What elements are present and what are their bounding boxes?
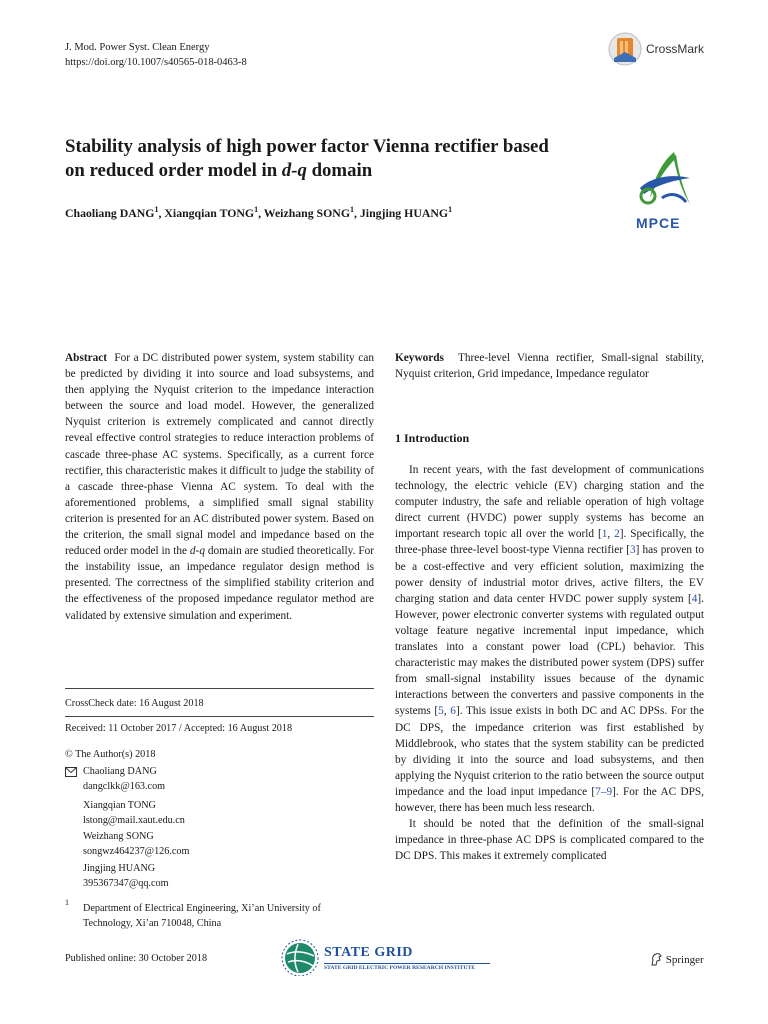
contact-email[interactable]: lstong@mail.xaut.edu.cn: [83, 815, 185, 826]
citation-link[interactable]: 5: [438, 705, 444, 718]
citation-link[interactable]: 3: [629, 544, 636, 557]
abstract-text: For a DC distributed power system, system stability can be predicted by dividing it into source and load subsystems, and then applying the Nyquist criterion to the impedance interaction between the source and load model. However, the generalized Nyquist criterion is extremely complicated and cannot directly reveal effective control strategies to reduce interaction problems of cascade three-phase AC systems. Specifically, as a current force rectifier, this characteristic makes it difficult to judge the stability of a cascade three-phase Vienna AC system. To deal with the aforementioned problems, a simplified small signal stability criterion is presented for an AC distributed power system. Based on the criterion, the small signal model and impedance based on the reduced order model in the: [65, 352, 374, 558]
intro-body: [395, 462, 704, 864]
contact-email[interactable]: songwz464237@126.com: [83, 846, 190, 857]
state-grid-name: STATE GRID: [324, 945, 413, 960]
author-list: Chaoliang DANG$^1$, Xiangqian TONG$^1$, Weizhang SONG$^1$, Jingjing HUANG$^1$: [65, 205, 453, 220]
abstract-heading: Abstract: [65, 352, 108, 364]
affiliation-line: Department of Electrical Engineering, Xi’an University of: [83, 903, 321, 914]
intro-paragraph-1: [395, 462, 704, 816]
crossmark-icon: [608, 32, 642, 66]
title-line-1: Stability analysis of high power factor Vienna rectifier based: [65, 136, 549, 157]
contact-email[interactable]: dangclkk@163.com: [83, 781, 166, 792]
keywords-heading: Keywords: [395, 352, 444, 364]
divider: [65, 716, 374, 717]
springer-horse-icon: [650, 952, 663, 966]
affiliation-marker: 1: [350, 205, 354, 214]
intro-text: ]. However, power electronic converter systems with regulated output voltage feature negative incremental input impedance, which translates into a constant power load (CPL) behavior. This characteristic may makes the distributed power system (DPS) suffer from small-signal instability issues because of the dynamic interactions between the converters and passive components in the systems [: [395, 592, 704, 718]
contact-email[interactable]: 395367347@qq.com: [83, 878, 169, 889]
divider: [65, 688, 374, 689]
contact-name: Jingjing HUANG: [83, 863, 156, 874]
citation-link[interactable]: 4: [691, 592, 698, 605]
section-heading: 1 Introduction: [395, 431, 470, 445]
author-name[interactable]: Weizhang SONG: [263, 205, 350, 220]
mpce-logo: [632, 148, 702, 234]
copyright: © The Author(s) 2018: [65, 749, 156, 760]
intro-text: ]. Specifically, the three-phase three-level boost-type Vienna rectifier [: [395, 528, 704, 557]
affiliation-number: 1: [65, 898, 69, 907]
paper-title: [65, 135, 625, 183]
citation-link[interactable]: 1: [601, 528, 608, 541]
mpce-emblem-icon: [632, 148, 702, 216]
intro-text: ] has proven to be a cost-effective and very efficient solution, maximizing the power density of industrial motor drives, active filters, the EV charging station and data center HVDC power supply system [: [395, 544, 705, 605]
intro-text: ]. This issue exists in both DC and AC DPSs. For the DC DPS, the impedance criterion was first established by Middlebrook, who states that the system stability can be predicted by dividing it into the source and load subsystems, and then applying the Nyquist criterion to the ratio between the source output impedance and the load input impedance [: [395, 705, 704, 798]
published-date: Published online: 30 October 2018: [65, 953, 208, 964]
citation-link[interactable]: 7–9: [595, 785, 613, 798]
title-text: domain: [306, 160, 373, 181]
divider: [324, 963, 490, 964]
contact-name: Weizhang SONG: [83, 831, 154, 842]
keywords-text: Three-level Vienna rectifier, Small-signal stability, Nyquist criterion, Grid impedance, Impedance regulator: [395, 352, 704, 381]
state-grid-subtitle: STATE GRID ELECTRIC POWER RESEARCH INSTITUTE: [324, 965, 476, 971]
title-line-2: [65, 159, 625, 183]
springer-label: Springer: [665, 954, 704, 966]
journal-name: J. Mod. Power Syst. Clean Energy: [65, 42, 210, 53]
received-date: Received: 11 October 2017 / Accepted: 16 August 2018: [65, 723, 293, 734]
affiliation-marker: 1: [154, 205, 159, 214]
state-grid-globe-icon: [280, 936, 320, 976]
keywords: [395, 350, 704, 382]
state-grid-logo: [280, 936, 500, 982]
title-text: on reduced order model in: [65, 160, 282, 181]
affiliation-line: Technology, Xi’an 710048, China: [83, 918, 222, 929]
doi-link[interactable]: https://doi.org/10.1007/s40565-018-0463-8: [65, 57, 247, 68]
citation-link[interactable]: 6: [450, 705, 456, 718]
crossmark-label: CrossMark: [646, 42, 705, 56]
citation-link[interactable]: 2: [614, 528, 620, 541]
author-name[interactable]: Jingjing HUANG: [359, 205, 449, 220]
contact-name: Chaoliang DANG: [83, 766, 157, 777]
intro-text: ,: [443, 705, 451, 718]
crossmark-badge[interactable]: [608, 32, 708, 66]
abstract-italic: d-q: [189, 545, 205, 558]
intro-text: In recent years, with the fast development of communications technology, the electric vehicle (EV) charging station and the computer industry, the safe and reliable operation of high voltage direct current (HVDC) power supply systems has become an important research topic all over the world [: [395, 464, 704, 541]
mpce-label: MPCE: [636, 215, 681, 231]
abstract-text: domain are studied theoretically. For the instability issue, an impedance regulator design method is presented. The correctness of the simplified stability criterion and the effectiveness of the proposed impedance regulator method are validated by extensive simulation and experiment.: [65, 545, 375, 622]
author-name[interactable]: Xiangqian TONG: [164, 205, 255, 220]
intro-text: ,: [607, 528, 615, 541]
affiliation-marker: 1: [448, 205, 453, 214]
intro-paragraph-2: It should be noted that the definition of the small-signal impedance in three-phase AC DPS is complicated compared to the DC DPS. This makes it extremely complicated: [395, 818, 704, 863]
springer-logo: [650, 952, 704, 966]
contact-name: Xiangqian TONG: [83, 800, 156, 811]
intro-text: ]. For the AC DPS, however, there has been much less research.: [395, 785, 704, 814]
envelope-icon: [65, 767, 77, 777]
title-italic: d-q: [281, 160, 307, 181]
author-name[interactable]: Chaoliang DANG: [65, 205, 155, 220]
crosscheck-date: CrossCheck date: 16 August 2018: [65, 698, 204, 709]
abstract: [65, 350, 374, 624]
affiliation-marker: 1: [254, 205, 259, 214]
